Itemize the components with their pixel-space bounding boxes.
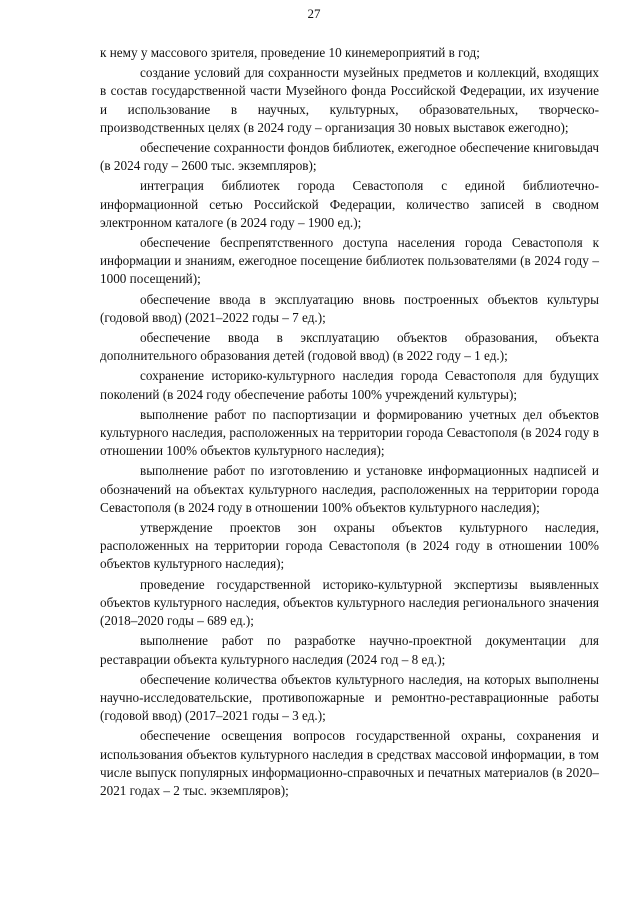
paragraph: обеспечение беспрепятственного доступа населения города Севастополя к информации и знаниям, ежегодное посещение библиотек пользователями (в 2024 году – 1000 посещений); [100, 235, 599, 287]
paragraph: выполнение работ по паспортизации и формированию учетных дел объектов культурного наследия, расположенных на территории города Севастополя (в 2024 году в отношении 100% объектов культурного наследия); [100, 406, 599, 459]
paragraph: интеграция библиотек города Севастополя с единой библиотечно-информационной сетью Российской Федерации, количество записей в сводном электронном каталоге (в 2024 году – 1900 ед.); [100, 178, 599, 230]
paragraph: обеспечение сохранности фондов библиотек, ежегодное обеспечение книговыдач (в 2024 году – 2600 тыс. экземпляров); [100, 140, 599, 174]
paragraph: выполнение работ по разработке научно-проектной документации для реставрации объекта культурного наследия (2024 год – 8 ед.); [100, 633, 599, 667]
paragraph-continuation: к нему у массового зрителя, проведение 10 кинемероприятий в год; [100, 45, 480, 60]
paragraph: обеспечение ввода в эксплуатацию объектов образования, объекта дополнительного образования детей (годовой ввод) (в 2022 году – 1 ед.); [100, 330, 599, 364]
paragraph: сохранение историко-культурного наследия города Севастополя для будущих поколений (в 2024 году обеспечение работы 100% учреждений культуры); [100, 368, 599, 402]
paragraph: обеспечение ввода в эксплуатацию вновь построенных объектов культуры (годовой ввод) (2021–2022 годы – 7 ед.); [100, 291, 599, 325]
paragraph: обеспечение количества объектов культурного наследия, на которых выполнены научно-исследовательские, противопожарные и ремонтно-реставрационные работы (годовой ввод) (2017–2021 годы – 3 ед.); [100, 671, 599, 724]
paragraph: проведение государственной историко-культурной экспертизы выявленных объектов культурного наследия, объектов культурного наследия регионального значения (2018–2020 годы – 689 ед.); [100, 576, 599, 629]
paragraph: создание условий для сохранности музейных предметов и коллекций, входящих в состав государственной части Музейного фонда Российской Федерации, их изучение и использование в научных, культурных, образовательных, творческо-производственных целях (в 2024 году – организация 30 новых выставок ежегодно); [100, 65, 599, 135]
paragraph: выполнение работ по изготовлению и установке информационных надписей и обозначений на объектах культурного наследия, расположенных на территории города Севастополя (в 2024 году в отношении 100% объектов культурного наследия); [100, 463, 599, 515]
page-number: 27 [307, 6, 321, 21]
paragraph: обеспечение освещения вопросов государственной охраны, сохранения и использования объектов культурного наследия в средствах массовой информации, в том числе выпуск популярных информационно-справочных и печатных материалов (в 2020–2021 годах – 2 тыс. экземпляров); [100, 728, 599, 798]
document-body [100, 44, 599, 802]
paragraph: утверждение проектов зон охраны объектов культурного наследия, расположенных на территории города Севастополя (в 2024 году в отношении 100% объектов культурного наследия); [100, 520, 599, 572]
